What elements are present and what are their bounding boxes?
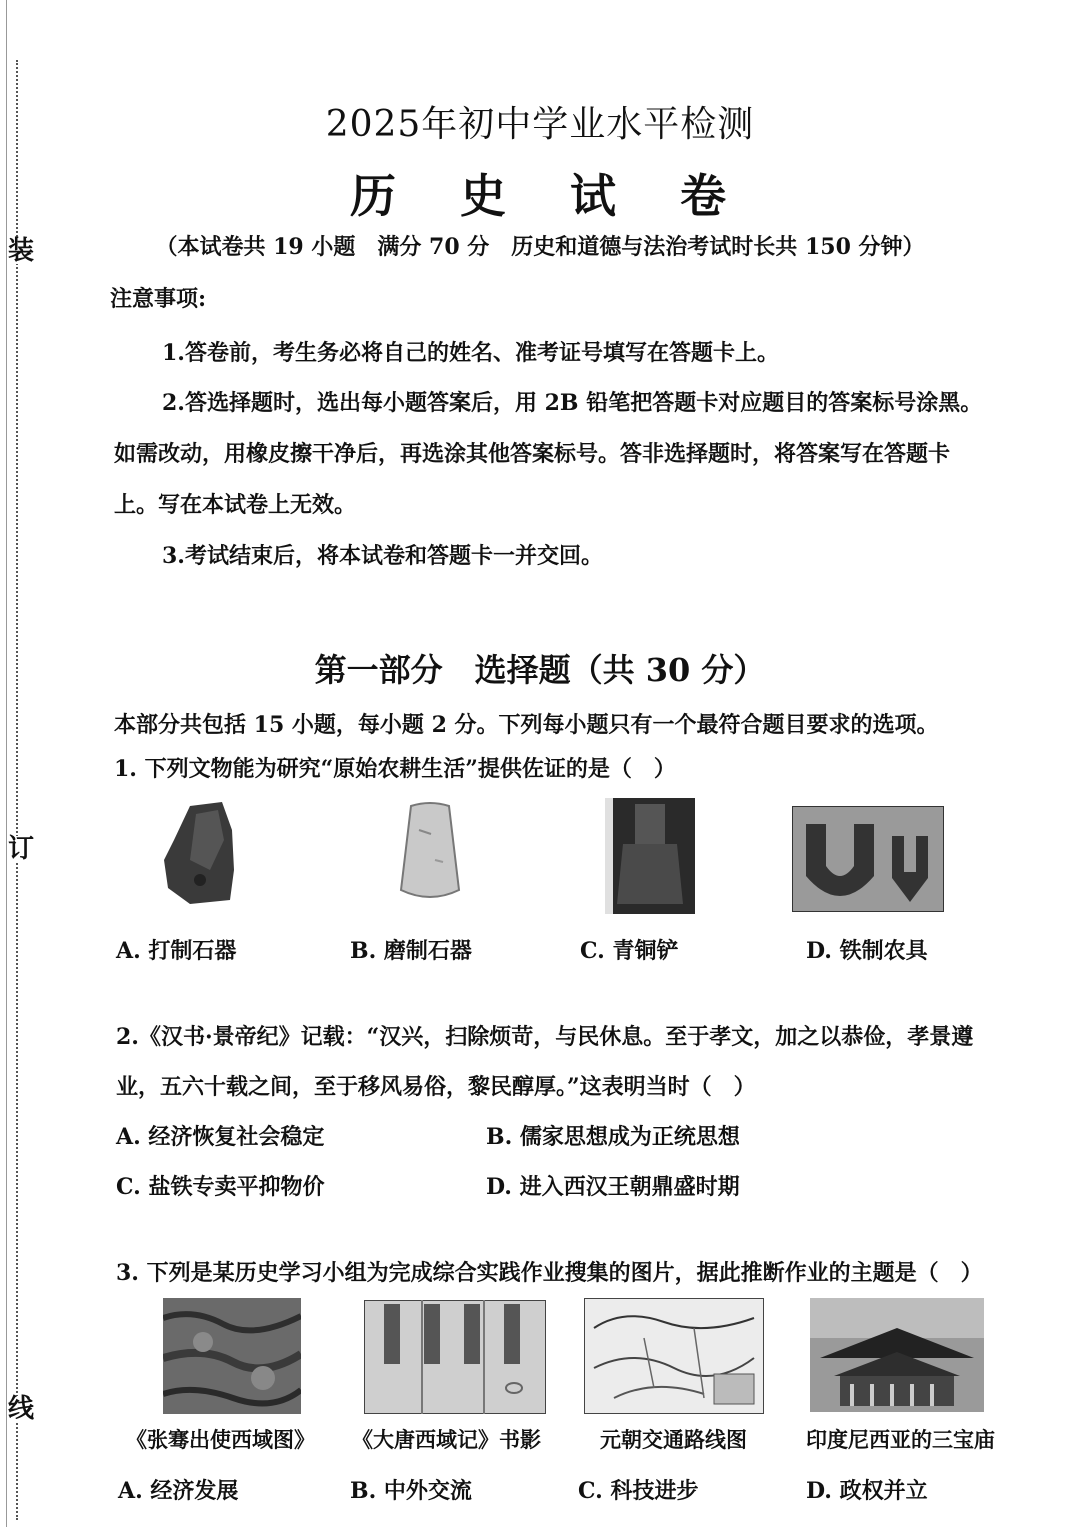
- q1-option-d: D. 铁制农具: [806, 938, 928, 964]
- notice-line-2c: 上。写在本试卷上无效。: [114, 492, 357, 518]
- q3-caption-a: 《张骞出使西域图》: [126, 1427, 315, 1452]
- q2-option-b: B. 儒家思想成为正统思想: [486, 1124, 740, 1150]
- q3-caption-b: 《大唐西域记》书影: [352, 1427, 541, 1452]
- q2-option-c: C. 盐铁专卖平抑物价: [116, 1174, 325, 1200]
- q1-option-a: A. 打制石器: [116, 938, 237, 964]
- q3-image-yuan-dynasty-route-map: [584, 1298, 764, 1414]
- q3-image-datang-xiyuji-book: [364, 1300, 546, 1414]
- q1-image-bronze-spade: [605, 798, 695, 914]
- notice-line-1: 1.答卷前，考生务必将自己的姓名、准考证号填写在答题卡上。: [162, 340, 779, 366]
- q2-option-d: D. 进入西汉王朝鼎盛时期: [486, 1174, 740, 1200]
- exam-info: （本试卷共 19 小题 满分 70 分 历史和道德与法治考试时长共 150 分钟）: [155, 234, 925, 260]
- q3-option-d: D. 政权并立: [806, 1478, 928, 1504]
- q1-image-chipped-stone-tool: [160, 800, 240, 910]
- q1-option-c: C. 青铜铲: [580, 938, 679, 964]
- binding-label-ding: 订: [8, 834, 35, 864]
- q1-option-b: B. 磨制石器: [350, 938, 472, 964]
- q2-option-a: A. 经济恢复社会稳定: [116, 1124, 325, 1150]
- q2-stem-line2: 业，五六十载之间，至于移风易俗，黎民醇厚。”这表明当时（ ）: [116, 1074, 756, 1100]
- q3-option-a: A. 经济发展: [118, 1478, 239, 1504]
- q3-option-c: C. 科技进步: [578, 1478, 699, 1504]
- binding-dotted-line: [16, 60, 18, 1520]
- exam-subtitle: 2025年初中学业水平检测: [325, 104, 755, 145]
- q1-stem: 1. 下列文物能为研究“原始农耕生活”提供佐证的是（ ）: [114, 756, 676, 782]
- binding-label-xian: 线: [8, 1394, 35, 1424]
- notice-line-2a: 2.答选择题时，选出每小题答案后，用 2B 铅笔把答题卡对应题目的答案标号涂黑。: [162, 390, 983, 416]
- q2-stem-line1: 2.《汉书·景帝纪》记载：“汉兴，扫除烦苛，与民休息。至于孝文，加之以恭俭，孝景遵: [116, 1024, 974, 1050]
- notice-line-2b: 如需改动，用橡皮擦干净后，再选涂其他答案标号。答非选择题时，将答案写在答题卡: [114, 441, 951, 467]
- q3-stem: 3. 下列是某历史学习小组为完成综合实践作业搜集的图片，据此推断作业的主题是（ ）: [116, 1260, 983, 1286]
- q3-caption-d: 印度尼西亚的三宝庙: [806, 1427, 995, 1452]
- section-intro: 本部分共包括 15 小题，每小题 2 分。下列每小题只有一个最符合题目要求的选项。: [114, 712, 939, 738]
- q3-image-zhang-qian-mural: [163, 1298, 301, 1414]
- notice-line-3: 3.考试结束后，将本试卷和答题卡一并交回。: [162, 543, 603, 569]
- binding-label-zhuang: 装: [8, 236, 35, 266]
- q1-image-polished-stone-tool: [395, 800, 465, 906]
- section-title: 第一部分 选择题（共 30 分）: [314, 651, 766, 689]
- q3-option-b: B. 中外交流: [350, 1478, 472, 1504]
- q1-image-iron-farm-tools: [792, 806, 944, 912]
- notice-heading: 注意事项:: [110, 286, 207, 312]
- q3-image-sam-poo-kong-temple: [810, 1298, 984, 1412]
- q3-caption-c: 元朝交通路线图: [600, 1427, 747, 1452]
- exam-title: 历 史 试 卷: [349, 169, 751, 223]
